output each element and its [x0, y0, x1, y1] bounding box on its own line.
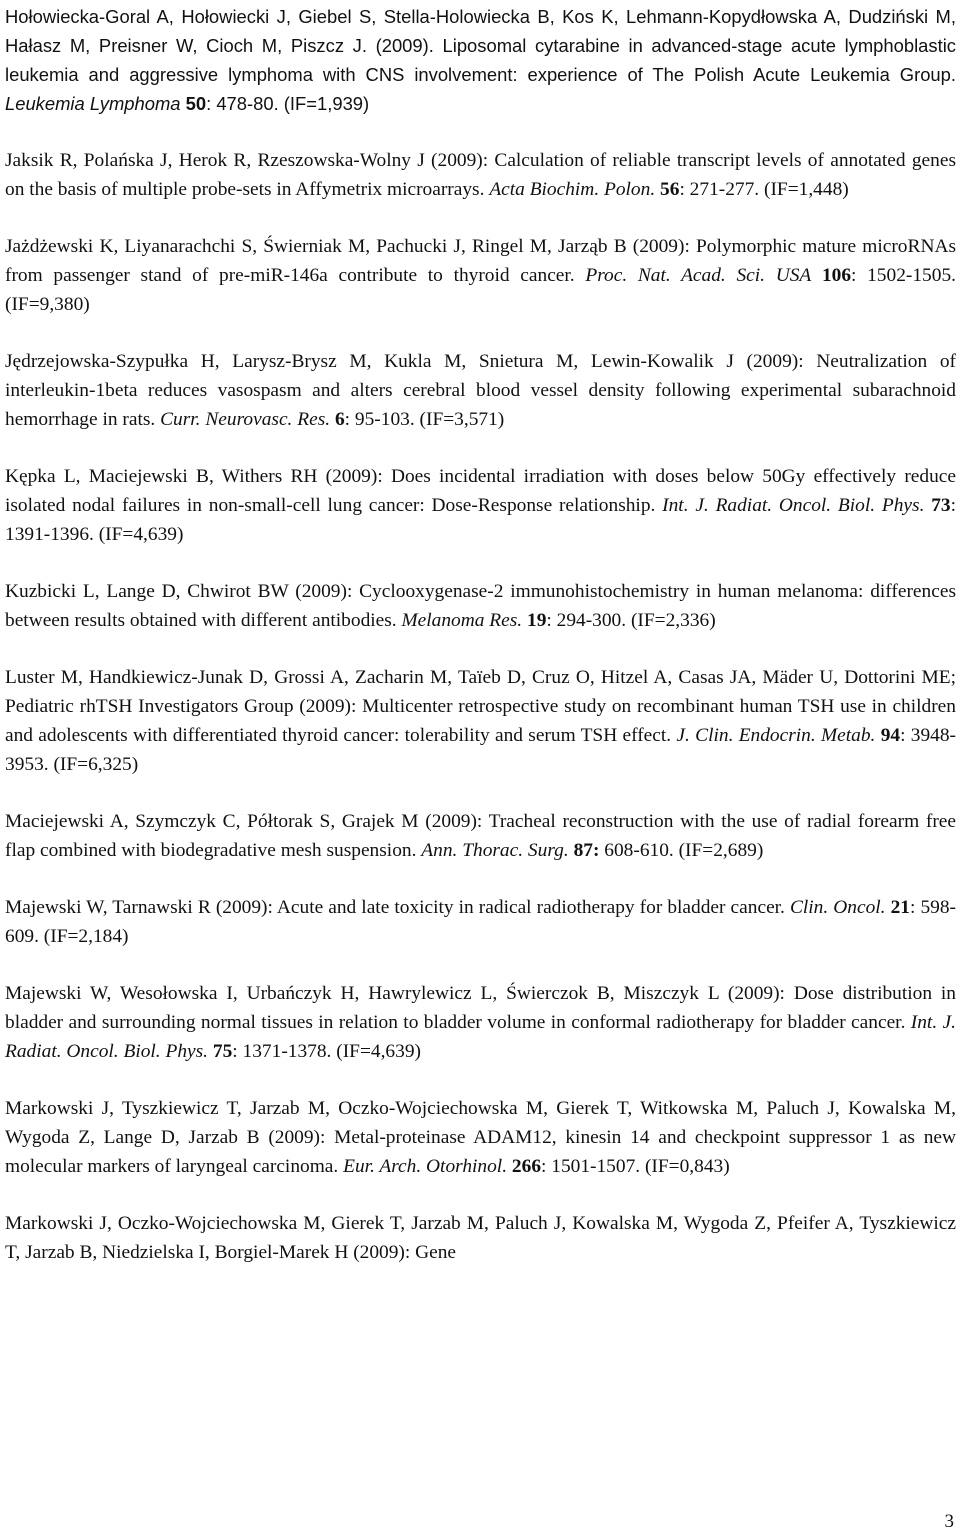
- reference-pages-impact: : 271-277. (IF=1,448): [679, 179, 849, 200]
- reference-journal: Int. J. Radiat. Oncol. Biol. Phys.: [662, 495, 925, 516]
- reference-pages-impact: : 478-80. (IF=1,939): [206, 93, 370, 114]
- reference-entry: [5, 146, 956, 204]
- reference-entry: [5, 663, 956, 779]
- reference-authors-title: Jażdżewski K, Liyanarachchi S, Świerniak M, Pachucki J, Ringel M, Jarząb B (2009): Polymorphic mature microRNAs from passenger stand of pre-miR-146a contribute to thyroid cancer.: [5, 236, 956, 286]
- reference-volume: 6: [334, 409, 345, 430]
- reference-entry: [5, 577, 956, 635]
- reference-volume: 106: [821, 265, 852, 286]
- reference-volume: 56: [660, 179, 680, 200]
- reference-pages-impact: : 95-103. (IF=3,571): [344, 409, 505, 430]
- reference-journal: Acta Biochim. Polon.: [489, 179, 656, 200]
- reference-volume: 75: [212, 1041, 233, 1062]
- reference-entry: [5, 232, 956, 319]
- reference-authors-title: Luster M, Handkiewicz-Junak D, Grossi A, Zacharin M, Taïeb D, Cruz O, Hitzel A, Casas JA, Mäder U, Dottorini ME; Pediatric rhTSH Investigators Group (2009): Multicenter retrospective study on recombinant human TSH use in children and adolescents with differentiated thyroid cancer: tolerability and serum TSH effect.: [5, 667, 956, 746]
- reference-journal: Melanoma Res.: [401, 610, 523, 631]
- reference-authors-title: Jędrzejowska-Szypułka H, Larysz-Brysz M, Kukla M, Snietura M, Lewin-Kowalik J (2009): Neutralization of interleukin-1beta reduces vasospasm and alters cerebral blood vessel density following experimental subarachnoid hemorrhage in rats.: [5, 351, 956, 430]
- reference-pages-impact: 608-610. (IF=2,689): [599, 840, 764, 861]
- reference-entry: [5, 347, 956, 434]
- reference-journal: Int. J. Radiat. Oncol. Biol. Phys.: [5, 1012, 956, 1062]
- reference-pages-impact: : 598-609. (IF=2,184): [5, 897, 956, 947]
- reference-authors-title: Markowski J, Tyszkiewicz T, Jarzab M, Oczko-Wojciechowska M, Gierek T, Witkowska M, Paluch J, Kowalska M, Wygoda Z, Lange D, Jarzab B (2009): Metal-proteinase ADAM12, kinesin 14 and checkpoint suppressor 1 as new molecular markers of laryngeal carcinoma.: [5, 1098, 956, 1177]
- reference-volume: 19: [527, 610, 547, 631]
- reference-authors-title: Hołowiecka-Goral A, Hołowiecki J, Giebel S, Stella-Holowiecka B, Kos K, Lehmann-Kopydłowska A, Dudziński M, Hałasz M, Preisner W, Cioch M, Piszcz J. (2009). Liposomal cytarabine in advanced-stage acute lymphoblastic leukemia and aggressive lymphoma with CNS involvement: experience of The Polish Acute Leukemia Group.: [5, 6, 956, 85]
- reference-authors-title: Majewski W, Wesołowska I, Urbańczyk H, Hawrylewicz L, Świerczok B, Miszczyk L (2009): Dose distribution in bladder and surrounding normal tissues in relation to bladder volume in conformal radiotherapy for bladder cancer.: [5, 983, 956, 1033]
- reference-volume: 94: [880, 725, 901, 746]
- reference-volume: 266: [511, 1156, 542, 1177]
- page-number: 3: [944, 1511, 954, 1532]
- reference-authors-title: Markowski J, Oczko-Wojciechowska M, Gierek T, Jarzab M, Paluch J, Kowalska M, Wygoda Z, Pfeifer A, Tyszkiewicz T, Jarzab B, Niedzielska I, Borgiel-Marek H (2009): Gene: [5, 1213, 956, 1263]
- reference-journal: Eur. Arch. Otorhinol.: [343, 1156, 508, 1177]
- reference-volume: 21: [890, 897, 910, 918]
- reference-pages-impact: : 1501-1507. (IF=0,843): [541, 1156, 730, 1177]
- reference-volume: 50: [185, 93, 207, 114]
- reference-journal: Leukemia Lymphoma: [5, 93, 181, 114]
- reference-journal: J. Clin. Endocrin. Metab.: [676, 725, 876, 746]
- reference-list-page: [5, 2, 956, 1295]
- reference-entry: [5, 1094, 956, 1181]
- reference-entry: [5, 979, 956, 1066]
- reference-authors-title: Kuzbicki L, Lange D, Chwirot BW (2009): Cyclooxygenase-2 immunohistochemistry in human melanoma: differences between results obtained with different antibodies.: [5, 581, 956, 631]
- reference-pages-impact: : 1502-1505. (IF=9,380): [5, 265, 956, 315]
- reference-authors-title: Kępka L, Maciejewski B, Withers RH (2009): Does incidental irradiation with doses below 50Gy effectively reduce isolated nodal failures in non-small-cell lung cancer: Dose-Response relationship.: [5, 466, 956, 516]
- reference-pages-impact: : 3948-3953. (IF=6,325): [5, 725, 956, 775]
- reference-entry: [5, 462, 956, 549]
- reference-entry: [5, 893, 956, 951]
- reference-journal: Ann. Thorac. Surg.: [421, 840, 569, 861]
- reference-pages-impact: : 1371-1378. (IF=4,639): [232, 1041, 421, 1062]
- reference-journal: Curr. Neurovasc. Res.: [160, 409, 331, 430]
- reference-authors-title: Jaksik R, Polańska J, Herok R, Rzeszowska-Wolny J (2009): Calculation of reliable transcript levels of annotated genes on the basis of multiple probe-sets in Affymetrix microarrays.: [5, 150, 956, 200]
- reference-entry: [5, 807, 956, 865]
- reference-pages-impact: : 1391-1396. (IF=4,639): [5, 495, 956, 545]
- reference-authors-title: Majewski W, Tarnawski R (2009): Acute and late toxicity in radical radiotherapy for bladder cancer.: [5, 897, 790, 918]
- reference-entry: [5, 1209, 956, 1267]
- reference-journal: Clin. Oncol.: [789, 897, 886, 918]
- reference-authors-title: Maciejewski A, Szymczyk C, Półtorak S, Grajek M (2009): Tracheal reconstruction with the use of radial forearm free flap combined with biodegradative mesh suspension.: [5, 811, 956, 861]
- reference-volume: 73: [931, 495, 951, 516]
- reference-volume: 87:: [573, 840, 600, 861]
- reference-journal: Proc. Nat. Acad. Sci. USA: [585, 265, 812, 286]
- reference-entry: [5, 2, 956, 118]
- reference-pages-impact: : 294-300. (IF=2,336): [546, 610, 716, 631]
